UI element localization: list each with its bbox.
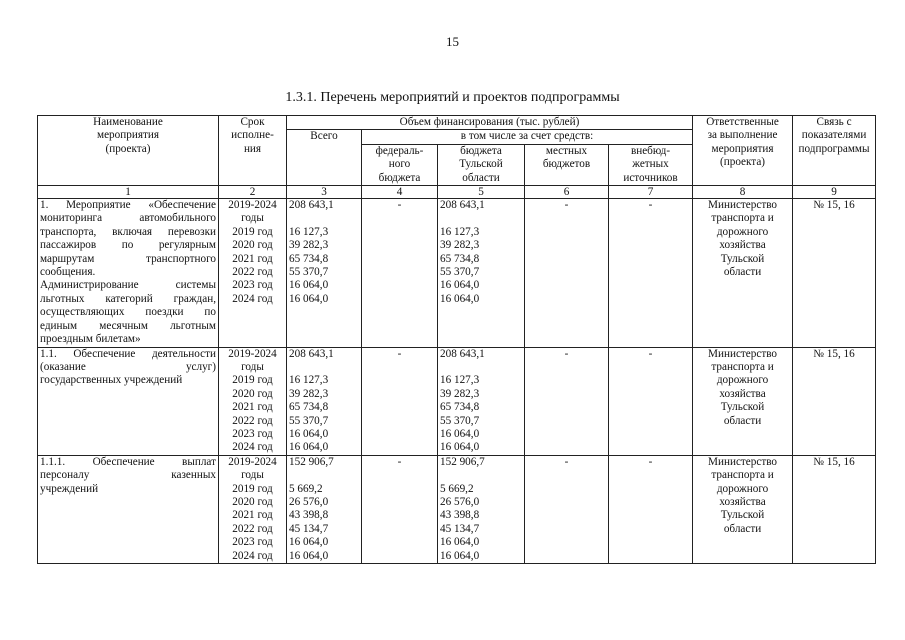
indicator-link: № 15, 16 (793, 199, 876, 347)
indicator-link: № 15, 16 (793, 455, 876, 563)
funding-federal: - (362, 455, 438, 563)
funding-regional: 208 643,1 16 127,3 39 282,3 65 734,8 55 370,7 16 064,0 16 064,0 (438, 199, 525, 347)
table-row (38, 199, 876, 347)
activity-name: 1. Мероприятие «Обеспечение мониторинга автомобильного транспорта, включая перевозки пассажиров по регулярным маршрутам транспортного сообщения. Администрирование системы льготных категорий граждан, осуществляющих поездки по единым месячным льготным проездным билетам» (38, 199, 219, 347)
funding-total: 208 643,1 16 127,3 39 282,3 65 734,8 55 370,7 16 064,0 16 064,0 (287, 199, 362, 347)
table-body (38, 199, 876, 564)
funding-local: - (525, 199, 609, 347)
funding-federal: - (362, 199, 438, 347)
header-offbudget: внебюд- жетных источников (609, 144, 693, 185)
funding-regional: 208 643,1 16 127,3 39 282,3 65 734,8 55 370,7 16 064,0 16 064,0 (438, 347, 525, 455)
column-number: 8 (693, 186, 793, 199)
header-federal: федераль- ного бюджета (362, 144, 438, 185)
table-row (38, 455, 876, 563)
header-including: в том числе за счет средств: (362, 130, 693, 144)
activity-term: 2019-2024 годы 2019 год 2020 год 2021 год 2022 год 2023 год 2024 год (219, 455, 287, 563)
header-term: Срок исполне- ния (219, 116, 287, 186)
funding-offbudget: - (609, 455, 693, 563)
funding-local: - (525, 347, 609, 455)
funding-regional: 152 906,7 5 669,2 26 576,0 43 398,8 45 134,7 16 064,0 16 064,0 (438, 455, 525, 563)
header-link: Связь с показателями подпрограммы (793, 116, 876, 186)
column-number: 9 (793, 186, 876, 199)
responsible-executor: Министерство транспорта и дорожного хозяйства Тульской области (693, 455, 793, 563)
column-numbers-row (38, 186, 876, 199)
funding-federal: - (362, 347, 438, 455)
responsible-executor: Министерство транспорта и дорожного хозяйства Тульской области (693, 347, 793, 455)
table-row (38, 347, 876, 455)
header-name: Наименование мероприятия (проекта) (38, 116, 219, 186)
column-number: 2 (219, 186, 287, 199)
activity-term: 2019-2024 годы 2019 год 2020 год 2021 год 2022 год 2023 год 2024 год (219, 347, 287, 455)
header-total: Всего (287, 130, 362, 186)
column-number: 5 (438, 186, 525, 199)
column-number: 4 (362, 186, 438, 199)
funding-total: 208 643,1 16 127,3 39 282,3 65 734,8 55 370,7 16 064,0 16 064,0 (287, 347, 362, 455)
column-number: 6 (525, 186, 609, 199)
header-regional: бюджета Тульской области (438, 144, 525, 185)
activity-term: 2019-2024 годы 2019 год 2020 год 2021 год 2022 год 2023 год 2024 год (219, 199, 287, 347)
column-number: 7 (609, 186, 693, 199)
page-number: 15 (446, 34, 459, 49)
activity-name: 1.1. Обеспечение деятельности (оказание услуг) государственных учреждений (38, 347, 219, 455)
funding-local: - (525, 455, 609, 563)
funding-offbudget: - (609, 347, 693, 455)
funding-total: 152 906,7 5 669,2 26 576,0 43 398,8 45 134,7 16 064,0 16 064,0 (287, 455, 362, 563)
column-number: 3 (287, 186, 362, 199)
responsible-executor: Министерство транспорта и дорожного хозяйства Тульской области (693, 199, 793, 347)
funding-offbudget: - (609, 199, 693, 347)
header-local: местных бюджетов (525, 144, 609, 185)
column-number: 1 (38, 186, 219, 199)
header-responsible: Ответственные за выполнение мероприятия (проекта) (693, 116, 793, 186)
header-funding: Объем финансирования (тыс. рублей) (287, 116, 693, 130)
activity-name: 1.1.1. Обеспечение выплат персоналу казенных учреждений (38, 455, 219, 563)
table-header (38, 116, 876, 199)
indicator-link: № 15, 16 (793, 347, 876, 455)
activities-table (37, 115, 876, 564)
section-title: 1.3.1. Перечень мероприятий и проектов подпрограммы (285, 90, 620, 105)
